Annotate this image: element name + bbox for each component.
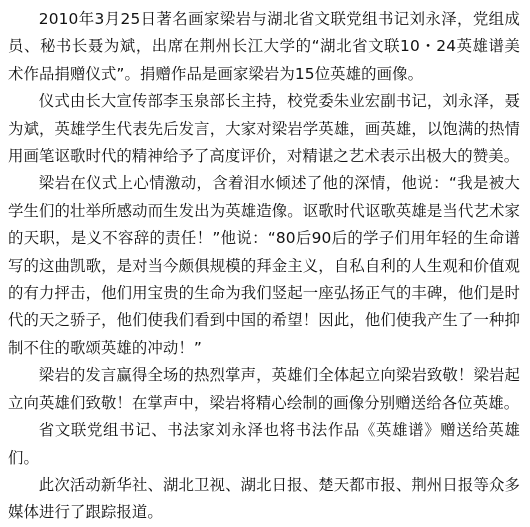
paragraph-calligraphy-gift: 省文联党组书记、书法家刘永泽也将书法作品《英雄谱》赠送给英雄们。 [8, 421, 520, 467]
paragraph-event-intro: 2010年3月25日著名画家梁岩与湖北省文联党组书记刘永泽，党组成员、秘书长聂为斌，出席在荆州长江大学的“湖北省文联10・24英雄谱美术作品捐赠仪式”。捐赠作品是画家梁岩为15位英雄的画像。 [8, 10, 520, 83]
paragraph-ceremony-speeches: 仪式由长大宣传部李玉泉部长主持，校党委朱业宏副书记，刘永泽，聂为斌，英雄学生代表先后发言，大家对梁岩学英雄，画英雄，以饱满的热情用画笔讴歌时代的精神给予了高度评价，对精谌之艺术表示出极大的赞美。 [8, 92, 520, 166]
paragraph-media-coverage: 此次活动新华社、湖北卫视、湖北日报、楚天都市报、荆州日报等众多媒体进行了跟踪报道。 [8, 475, 520, 522]
paragraph-applause: 梁岩的发言赢得全场的热烈掌声，英雄们全体起立向梁岩致敬！梁岩起立向英雄们致敬！在掌声中，梁岩将精心绘制的画像分别赠送给各位英雄。 [8, 366, 520, 412]
paragraph-artist-quote: 梁岩在仪式上心情激动，含着泪水倾述了他的深情，他说：“我是被大学生们的壮举所感动而生发出为英雄造像。讴歌时代讴歌英雄是当代艺术家的天职，是义不容辞的责任！”他说：“80后90后的学子们用年轻的生命谱写的这曲凯歌，是对当今颇俱规模的拜金主义，自私自利的人生观和价值观的有力抨击，他们用宝贵的生命为我们竖起一座弘扬正气的丰碑，他们是时代的天之骄子，他们使我们看到中国的希望！因此，他们使我产生了一种抑制不住的歌颂英雄的冲动！” [8, 174, 520, 357]
